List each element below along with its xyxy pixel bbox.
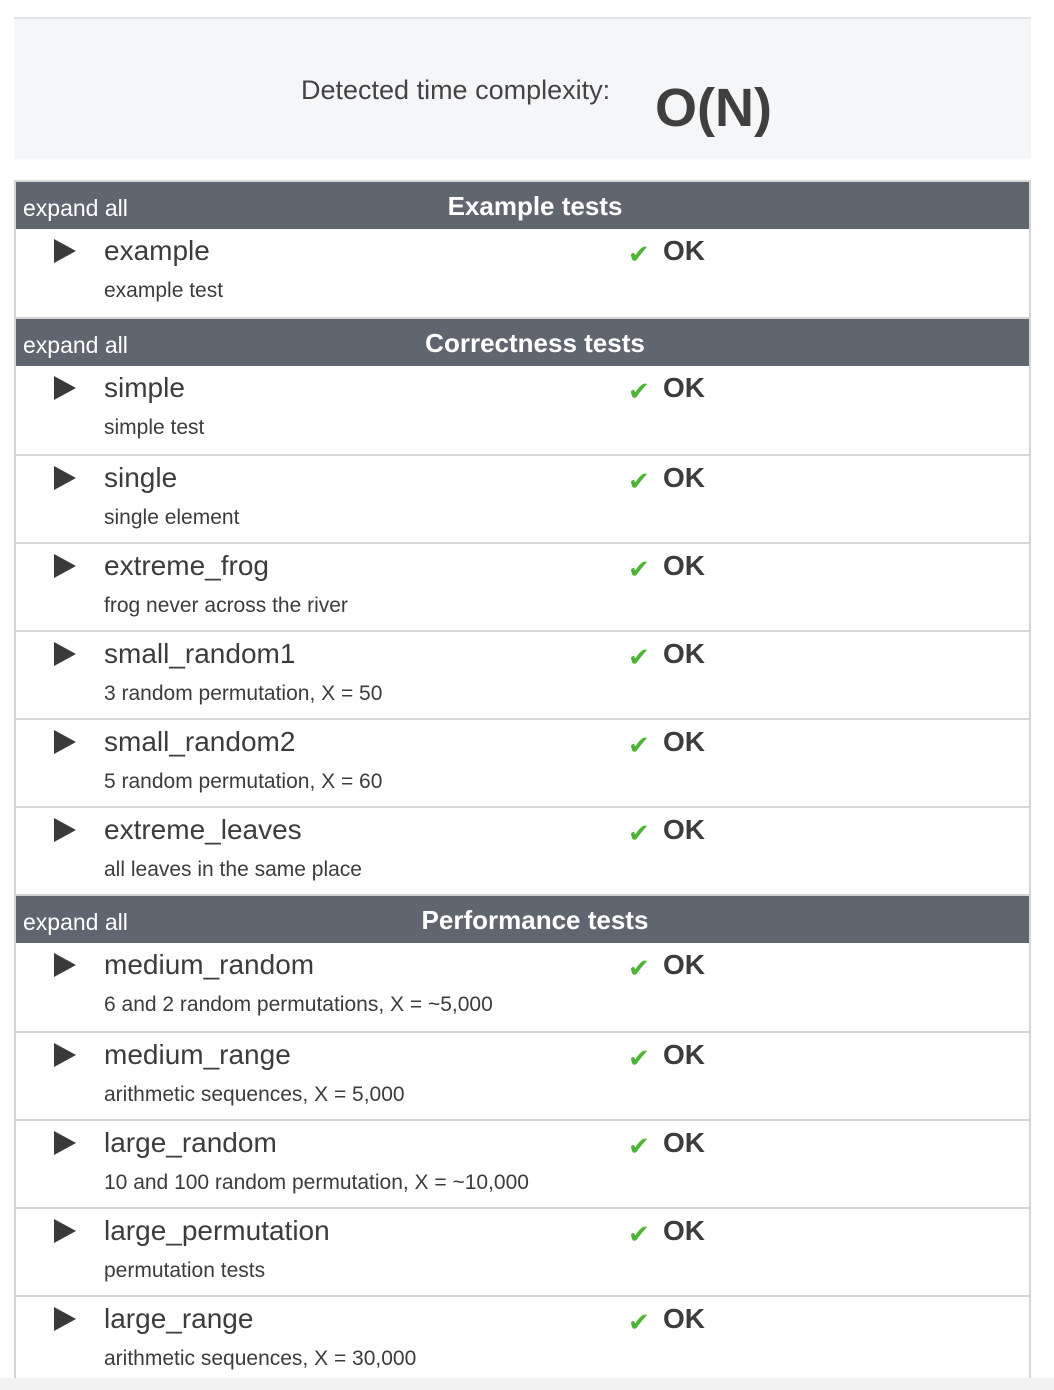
test-status: OK xyxy=(663,814,705,845)
test-name: example xyxy=(104,235,210,266)
expand-triangle-icon[interactable] xyxy=(54,554,76,578)
test-name: medium_random xyxy=(104,949,315,980)
check-icon: ✔ xyxy=(628,554,650,584)
test-name: small_random1 xyxy=(104,638,296,669)
expand-triangle-icon[interactable] xyxy=(54,466,76,490)
test-status: OK xyxy=(663,1039,705,1070)
test-row xyxy=(16,1295,1029,1383)
test-row xyxy=(16,718,1029,806)
check-icon: ✔ xyxy=(628,1043,650,1073)
test-description: single element xyxy=(104,506,240,529)
test-status: OK xyxy=(663,372,705,403)
test-description: frog never across the river xyxy=(104,594,348,617)
test-status: OK xyxy=(663,638,705,669)
test-name: single xyxy=(104,462,178,493)
section-header xyxy=(16,894,1029,943)
test-description: 6 and 2 random permutations, X = ~5,000 xyxy=(104,993,493,1016)
check-icon: ✔ xyxy=(628,1307,650,1337)
check-icon: ✔ xyxy=(628,1219,650,1249)
test-results-table xyxy=(14,180,1031,1385)
test-status: OK xyxy=(663,726,705,757)
expand-triangle-icon[interactable] xyxy=(54,642,76,666)
test-name: large_random xyxy=(104,1127,277,1158)
test-description: 10 and 100 random permutation, X = ~10,000 xyxy=(104,1171,529,1194)
expand-triangle-icon[interactable] xyxy=(54,953,76,977)
test-description: simple test xyxy=(104,416,205,439)
page-bottom xyxy=(0,1378,1054,1390)
test-status: OK xyxy=(663,1127,705,1158)
expand-triangle-icon[interactable] xyxy=(54,376,76,400)
check-icon: ✔ xyxy=(628,239,650,269)
complexity-value: O(N) xyxy=(655,78,772,138)
test-name: simple xyxy=(104,372,185,403)
test-name: extreme_leaves xyxy=(104,814,302,845)
section-title: Performance tests xyxy=(421,905,649,935)
test-description: permutation tests xyxy=(104,1259,266,1282)
test-status: OK xyxy=(663,949,705,980)
test-description: 3 random permutation, X = 50 xyxy=(104,682,383,705)
section-header xyxy=(16,317,1029,366)
test-description: 5 random permutation, X = 60 xyxy=(104,770,383,793)
test-row xyxy=(16,630,1029,718)
test-row xyxy=(16,229,1029,317)
test-row xyxy=(16,366,1029,454)
check-icon: ✔ xyxy=(628,818,650,848)
expand-triangle-icon[interactable] xyxy=(54,1219,76,1243)
test-status: OK xyxy=(663,462,705,493)
check-icon: ✔ xyxy=(628,953,650,983)
test-name: medium_range xyxy=(104,1039,291,1070)
section-header xyxy=(16,180,1029,229)
test-status: OK xyxy=(663,550,705,581)
complexity-summary xyxy=(14,17,1031,159)
section-title: Correctness tests xyxy=(425,328,645,358)
test-status: OK xyxy=(663,1215,705,1246)
expand-triangle-icon[interactable] xyxy=(54,818,76,842)
test-description: arithmetic sequences, X = 5,000 xyxy=(104,1083,405,1106)
expand-triangle-icon[interactable] xyxy=(54,239,76,263)
test-row xyxy=(16,1031,1029,1119)
test-description: all leaves in the same place xyxy=(104,858,362,881)
test-name: large_range xyxy=(104,1303,254,1334)
test-name: extreme_frog xyxy=(104,550,269,581)
expand-triangle-icon[interactable] xyxy=(54,1043,76,1067)
complexity-label: Detected time complexity: xyxy=(301,75,611,105)
test-description: arithmetic sequences, X = 30,000 xyxy=(104,1347,417,1370)
check-icon: ✔ xyxy=(628,376,650,406)
test-name: small_random2 xyxy=(104,726,296,757)
test-row xyxy=(16,1207,1029,1295)
test-row xyxy=(16,1119,1029,1207)
expand-triangle-icon[interactable] xyxy=(54,1131,76,1155)
test-row xyxy=(16,943,1029,1031)
expand-triangle-icon[interactable] xyxy=(54,1307,76,1331)
expand-all-link[interactable]: expand all xyxy=(23,332,128,358)
expand-all-link[interactable]: expand all xyxy=(23,195,128,221)
expand-triangle-icon[interactable] xyxy=(54,730,76,754)
test-status: OK xyxy=(663,1303,705,1334)
test-row xyxy=(16,454,1029,542)
check-icon: ✔ xyxy=(628,730,650,760)
section-title: Example tests xyxy=(447,191,623,221)
check-icon: ✔ xyxy=(628,642,650,672)
test-status: OK xyxy=(663,235,705,266)
test-name: large_permutation xyxy=(104,1215,330,1246)
check-icon: ✔ xyxy=(628,466,650,496)
check-icon: ✔ xyxy=(628,1131,650,1161)
test-row xyxy=(16,806,1029,894)
expand-all-link[interactable]: expand all xyxy=(23,909,128,935)
test-row xyxy=(16,542,1029,630)
test-description: example test xyxy=(104,279,224,302)
